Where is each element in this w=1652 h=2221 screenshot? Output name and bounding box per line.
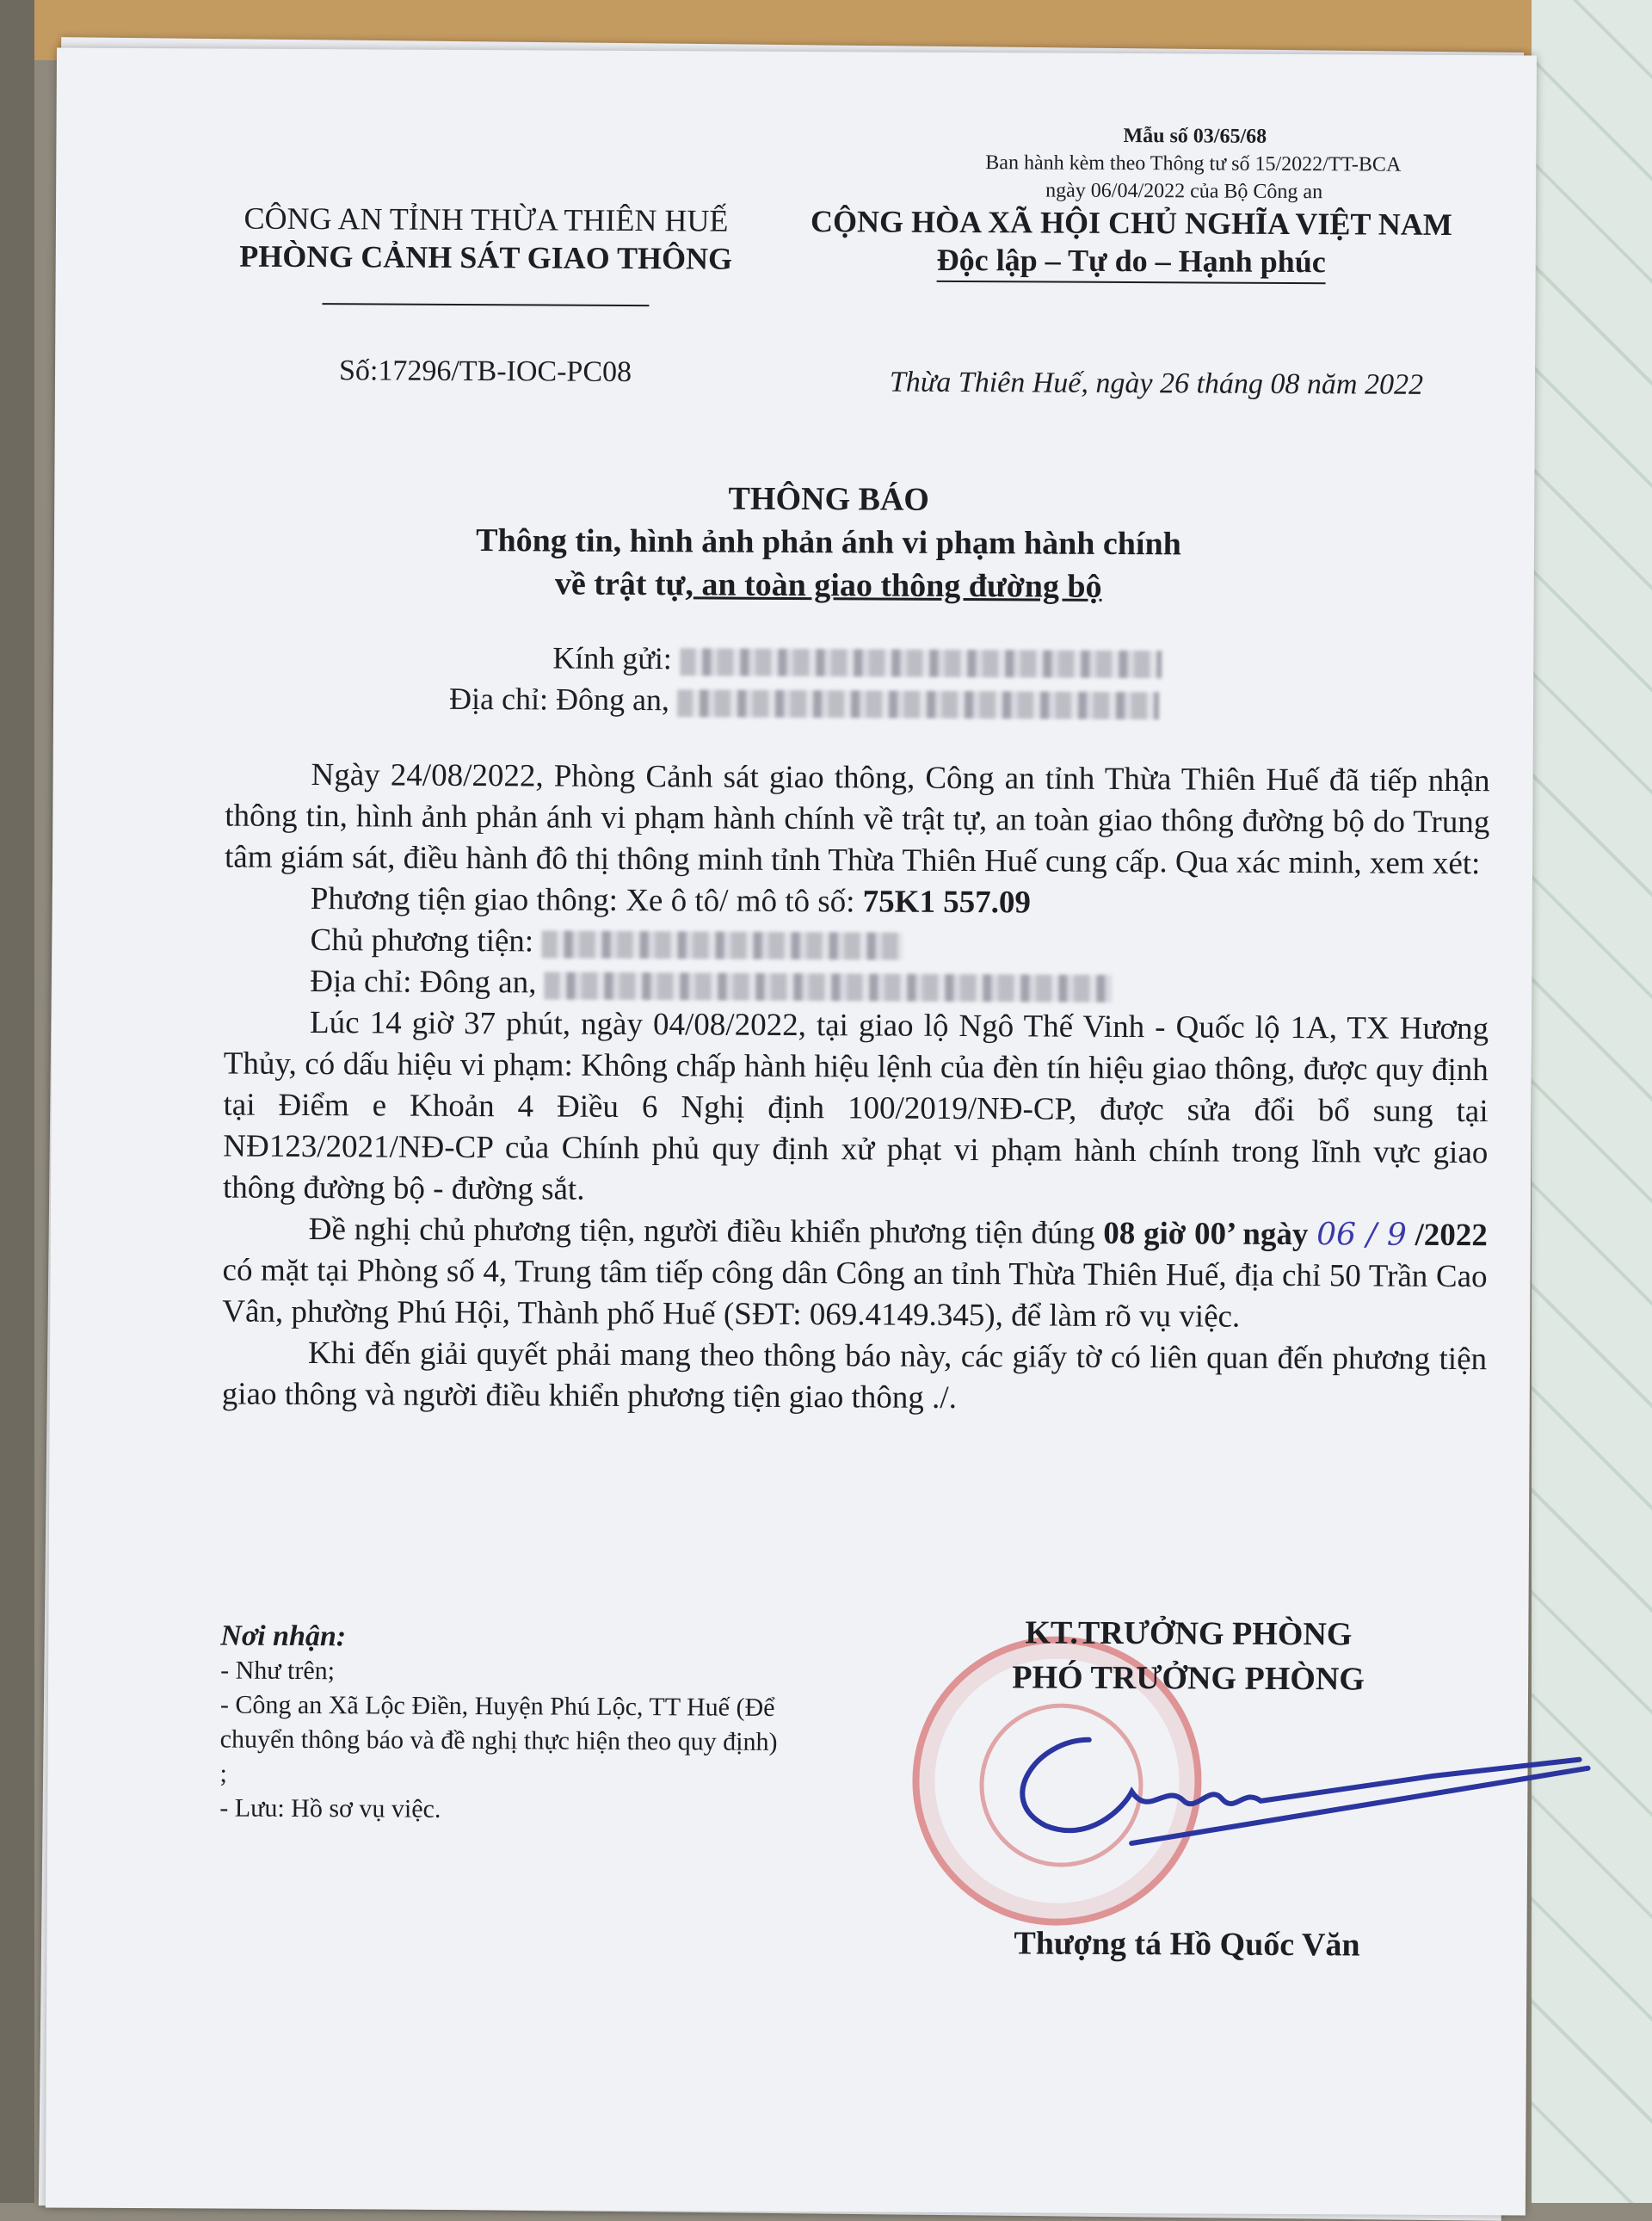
header-right (779, 202, 1484, 285)
signer-name: Thượng tá Hồ Quốc Văn (1014, 1925, 1360, 1964)
owner-label: Chủ phương tiện: (310, 922, 534, 959)
handwritten-date: 06 / 9 (1316, 1217, 1407, 1253)
title-subtitle-2b: an toàn giao thông đường bộ (693, 566, 1102, 605)
paragraph-summons (222, 1209, 1488, 1340)
form-issuance-line: Ban hành kèm theo Thông tư số 15/2022/TT-BCA (985, 151, 1402, 176)
addressee-block (448, 638, 1499, 725)
recipient-item: - Công an Xã Lộc Điền, Huyện Phú Lộc, TT Huế (Để chuyển thông báo và đề nghị thực hiện theo quy định) ; (219, 1690, 778, 1788)
signature-roles (909, 1610, 1469, 1702)
redacted-owner (541, 930, 903, 959)
summons-time: 08 giờ 00’ ngày (1103, 1215, 1309, 1253)
notice-body (222, 755, 1490, 1422)
document-date: Thừa Thiên Huế, ngày 26 tháng 08 năm 2022 (889, 366, 1424, 401)
agency-name: CÔNG AN TỈNH THỪA THIÊN HUẾ (243, 201, 729, 238)
country-name: CỘNG HÒA XÃ HỘI CHỦ NGHĨA VIỆT NAM (810, 204, 1452, 242)
redacted-owner-address (545, 972, 1113, 1002)
vehicle-line (225, 879, 1489, 927)
form-code-block (985, 121, 1652, 208)
signer-role-1: KT.TRƯỞNG PHÒNG (1025, 1614, 1353, 1653)
paragraph-documents: Khi đến giải quyết phải mang theo thông báo này, các giấy tờ có liên quan đến phương tiện giao thông và người điều khiển phương tiện giao thông ./. (221, 1336, 1488, 1416)
paragraph-violation: Lúc 14 giờ 37 phút, ngày 04/08/2022, tại giao lộ Ngô Thế Vinh - Quốc lộ 1A, TX Hương Thủy, có dấu hiệu vi phạm: Không chấp hành hiệu lệnh của đèn tín hiệu giao thông, được quy định tại Điểm e Khoản 4 Điều 6 Nghị định 100/2019/NĐ-CP, được sửa đổi bổ sung tại NĐ123/2021/NĐ-CP của Chính phủ quy định xử phạt vi phạm hành chính trong lĩnh vực giao thông đường bộ - đường sắt. (222, 1005, 1489, 1207)
form-number: Mẫu số 03/65/68 (1123, 124, 1267, 148)
addressee-label: Kính gửi: (552, 640, 672, 676)
document-page (46, 47, 1537, 2215)
department-name: PHÒNG CẢNH SÁT GIAO THÔNG (239, 238, 733, 276)
vehicle-plate: 75K1 557.09 (862, 884, 1032, 921)
owner-line (224, 920, 1489, 968)
title-main: THÔNG BÁO (728, 480, 930, 518)
recipients-block (219, 1619, 909, 1829)
signer-role-2: PHÓ TRƯỞNG PHÒNG (1012, 1659, 1365, 1698)
document-number: Số:17296/TB-IOC-PC08 (338, 355, 632, 388)
redacted-addressee-address (677, 689, 1159, 719)
recipient-item: - Lưu: Hồ sơ vụ việc. (219, 1793, 441, 1823)
desk-edge (0, 0, 34, 2203)
addressee-address-label: Địa chỉ: Đông an, (448, 681, 670, 718)
recipient-item: - Như trên; (220, 1656, 336, 1686)
notice-title (312, 475, 1346, 609)
header-left (227, 200, 744, 316)
title-subtitle-2 (312, 561, 1345, 609)
handwritten-signature (985, 1705, 1606, 1880)
summons-year: /2022 (1415, 1217, 1488, 1254)
form-issuance-date: ngày 06/04/2022 của Bộ Công an (1045, 179, 1323, 204)
title-subtitle-1: Thông tin, hình ảnh phản ánh vi phạm hành chính (476, 522, 1181, 563)
recipients-title: Nơi nhận: (220, 1619, 347, 1653)
national-motto: Độc lập – Tự do – Hạnh phúc (937, 241, 1326, 284)
redacted-addressee (680, 648, 1162, 678)
department-underline (322, 301, 649, 306)
title-subtitle-2a: về trật tự, (554, 565, 694, 603)
vehicle-label: Phương tiện giao thông: Xe ô tô/ mô tô số: (310, 881, 863, 920)
owner-address-label: Địa chỉ: Đông an, (310, 964, 537, 1001)
summons-text-a: Đề nghị chủ phương tiện, người điều khiển phương tiện đúng (308, 1212, 1104, 1251)
owner-address-line (224, 961, 1489, 1009)
paragraph-receipt: Ngày 24/08/2022, Phòng Cảnh sát giao thông, Công an tỉnh Thừa Thiên Huế đã tiếp nhận thông tin, hình ảnh phản ánh vi phạm hành chính về trật tự, an toàn giao thông đường bộ do Trung tâm giám sát, điều hành đô thị thông minh tỉnh Thừa Thiên Huế cung cấp. Qua xác minh, xem xét: (224, 757, 1490, 882)
summons-text-b: có mặt tại Phòng số 4, Trung tâm tiếp công dân Công an tỉnh Thừa Thiên Huế, địa chỉ 50 Trần Cao Vân, phường Phú Hội, Thành phố Huế (SĐT: 069.4149.345), để làm rõ vụ việc. (222, 1252, 1488, 1335)
